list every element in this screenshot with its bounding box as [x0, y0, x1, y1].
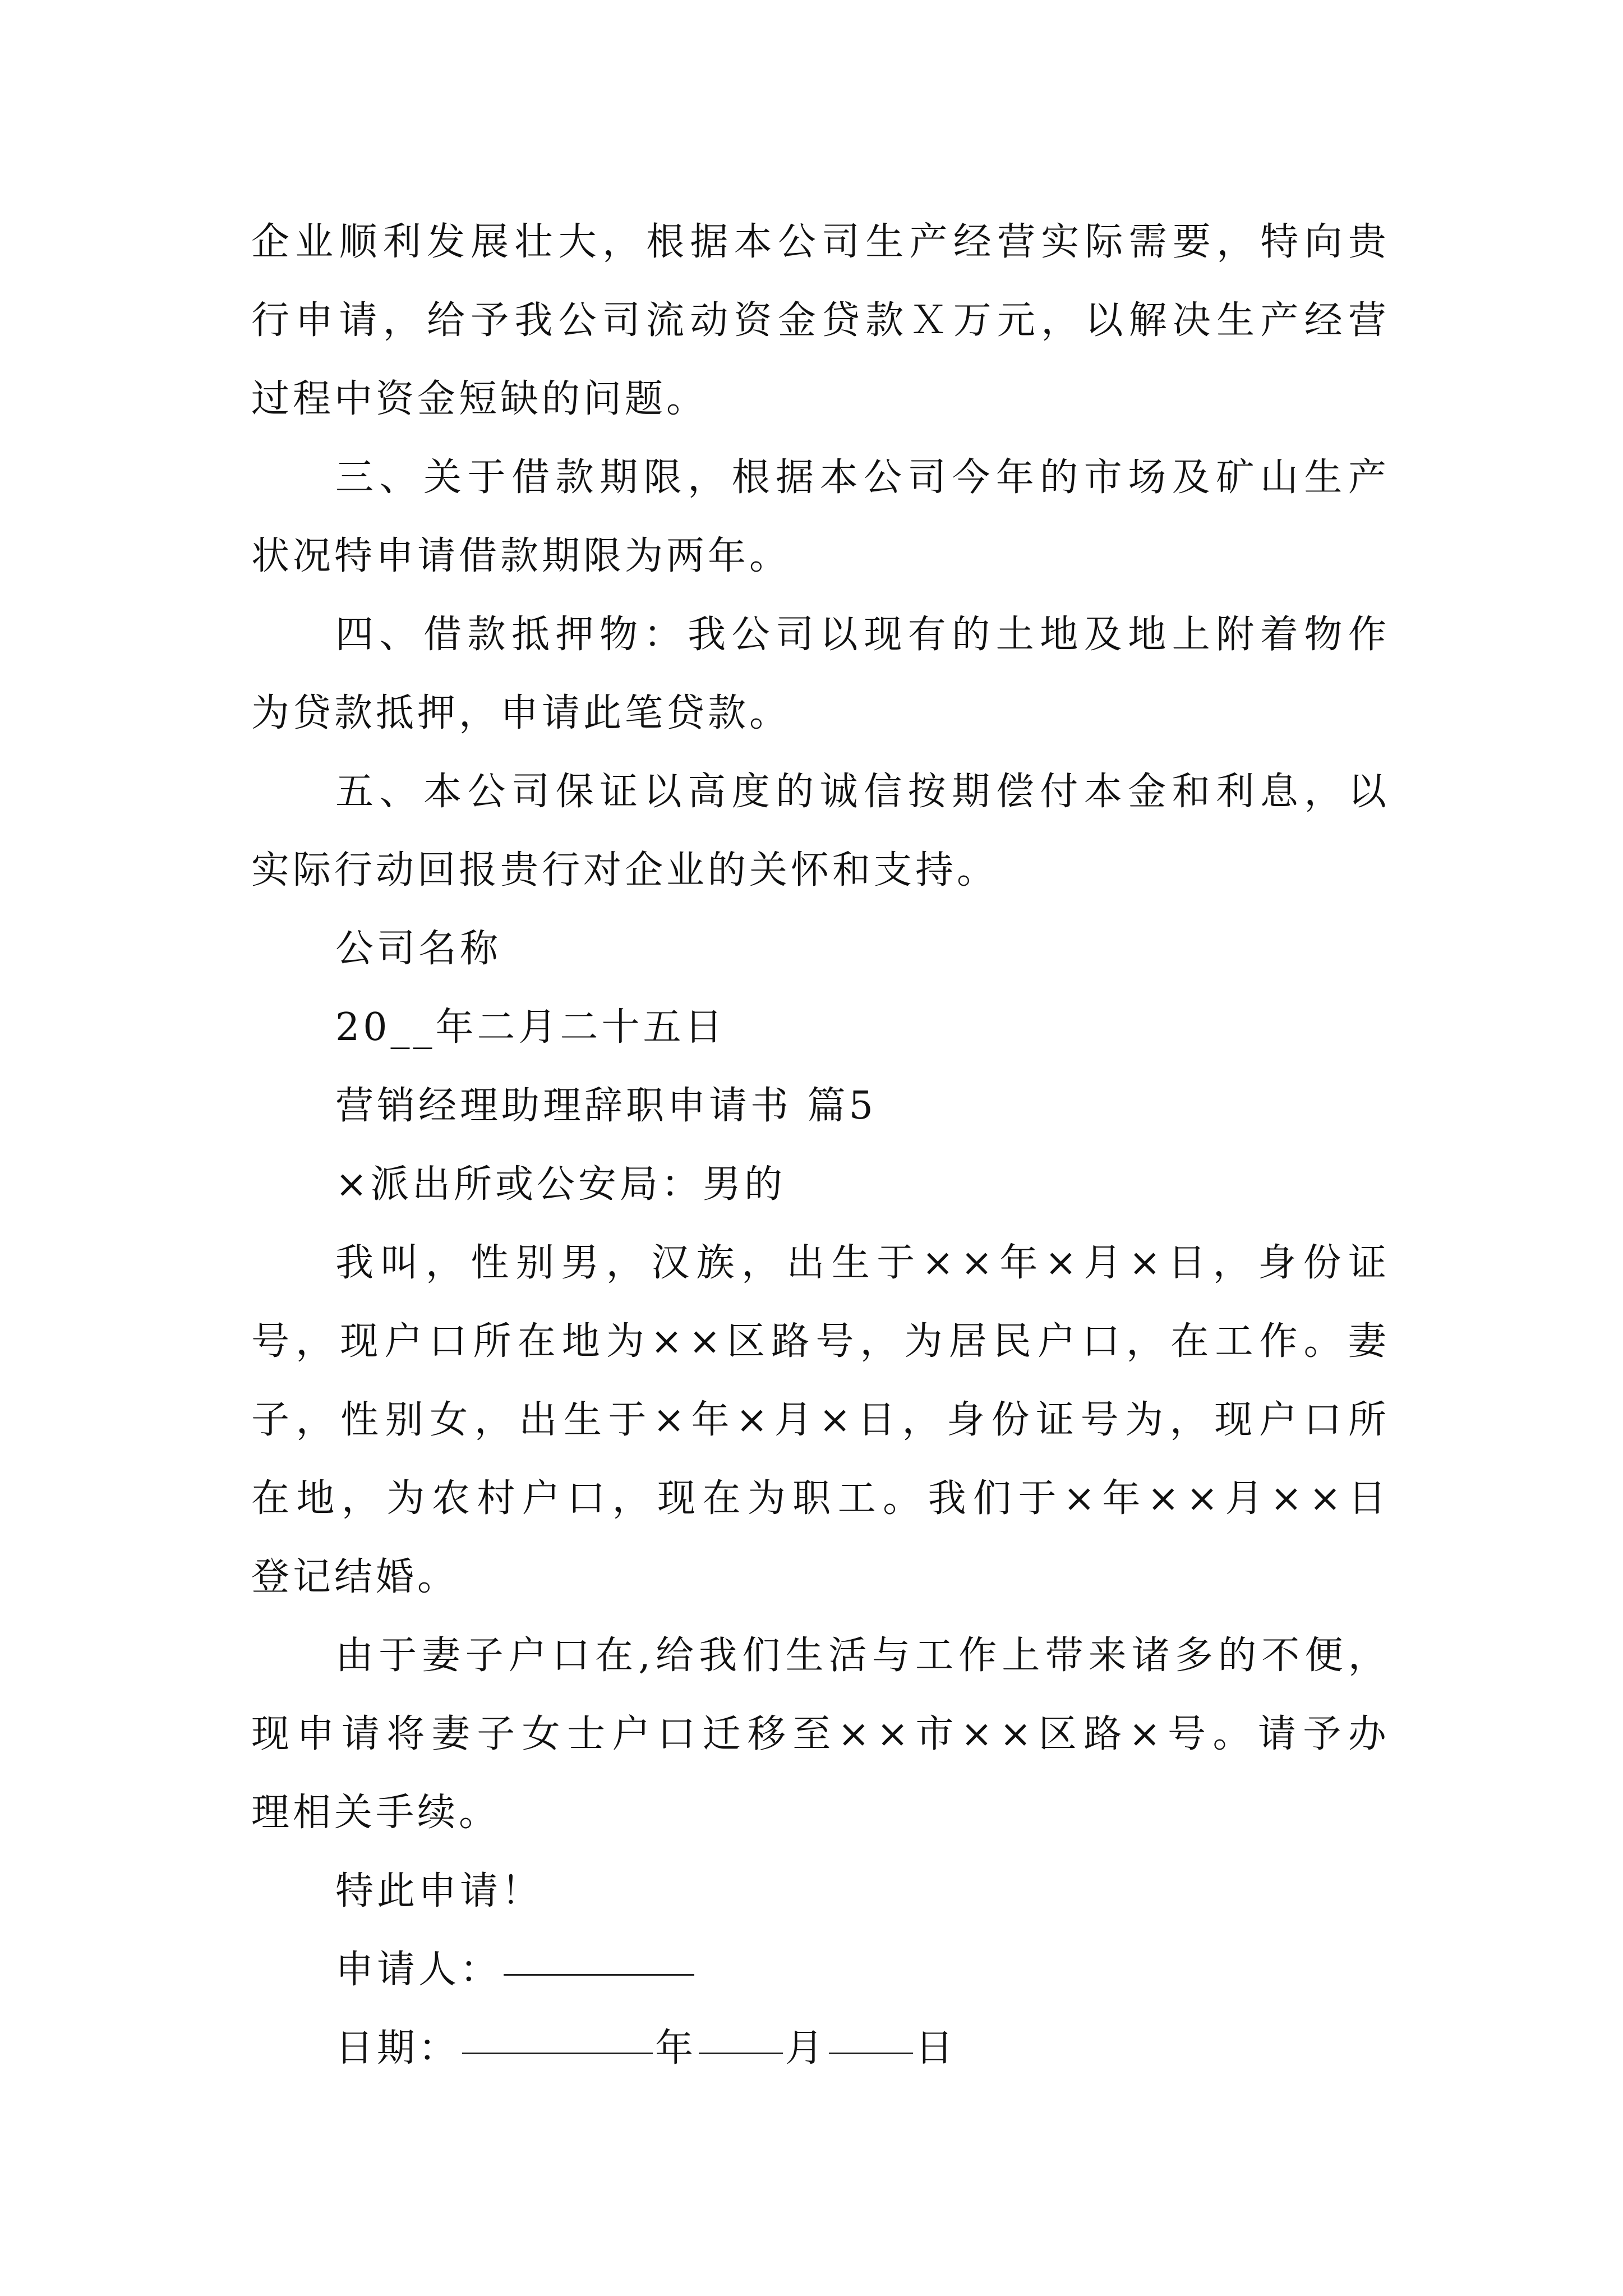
text-line: 20__年二月二十五日: [335, 1005, 726, 1050]
text-line: 号 ， 现 户 口 所 在 地 为 × × 区 路 号 ， 为 居 民 户 口 ， 在 工 作 。 妻: [251, 1319, 1390, 1364]
text-line: 理相关手续。: [251, 1791, 501, 1835]
text-line: 企 业 顺 利 发 展 壮 大 ， 根 据 本 公 司 生 产 经 营 实 际 需 要 ， 特 向 贵: [251, 220, 1390, 264]
text-line: 过程中资金短缺的问题。: [251, 377, 708, 421]
text-line: 登记结婚。: [251, 1555, 459, 1599]
day-label: 日: [915, 2026, 957, 2070]
applicant-line: [251, 1931, 1390, 2009]
month-label: 月: [785, 2026, 827, 2070]
text-line: 五 、 本 公 司 保 证 以 高 度 的 诚 信 按 期 偿 付 本 金 和 利 息 ， 以: [335, 770, 1390, 814]
document-body: [251, 203, 1390, 2088]
text-line: 状况特申请借款期限为两年。: [251, 534, 791, 578]
date-line: [251, 2009, 1390, 2088]
text-line: 四 、 借 款 抵 押 物 ： 我 公 司 以 现 有 的 土 地 及 地 上 附 着 物 作: [335, 613, 1390, 657]
date-label: 日期：: [335, 2026, 460, 2070]
text-line: 现 申 请 将 妻 子 女 士 户 口 迁 移 至 × × 市 × × 区 路 × 号 。 请 予 办: [251, 1712, 1390, 1756]
text-line: 行 申 请 ， 给 予 我 公 司 流 动 资 金 贷 款 Ｘ 万 元 ， 以 解 决 生 产 经 营: [251, 298, 1390, 343]
text-line: 公司名称: [335, 927, 502, 971]
applicant-label: 申请人：: [335, 1948, 502, 1992]
text-line: 子 ， 性 别 女 ， 出 生 于 × 年 × 月 × 日 ， 身 份 证 号 为 ， 现 户 口 所: [251, 1398, 1390, 1442]
applicant-blank: [504, 1973, 694, 1976]
text-line: 为贷款抵押，申请此笔贷款。: [251, 691, 791, 735]
text-line: 在 地 ， 为 农 村 户 口 ， 现 在 为 职 工 。 我 们 于 × 年 × × 月 × × 日: [251, 1476, 1390, 1521]
text-line: ×派出所或公安局：男的: [335, 1162, 786, 1207]
text-line: 实际行动回报贵行对企业的关怀和支持。: [251, 848, 999, 892]
day-blank: [829, 2052, 913, 2054]
year-label: 年: [655, 2026, 697, 2070]
year-blank: [462, 2052, 653, 2054]
month-blank: [699, 2052, 783, 2054]
text-line: 特此申请！: [335, 1869, 543, 1913]
text-line: 三 、 关 于 借 款 期 限 ， 根 据 本 公 司 今 年 的 市 场 及 矿 山 生 产: [335, 455, 1390, 500]
text-line: 由 于 妻 子 户 口 在 , 给 我 们 生 活 与 工 作 上 带 来 诸 多 的 不 便 ，: [335, 1634, 1390, 1678]
text-line: 我 叫 ， 性 别 男 ， 汉 族 ， 出 生 于 × × 年 × 月 × 日 ， 身 份 证: [335, 1241, 1390, 1285]
text-line: 营销经理助理辞职申请书 篇5: [335, 1084, 877, 1128]
